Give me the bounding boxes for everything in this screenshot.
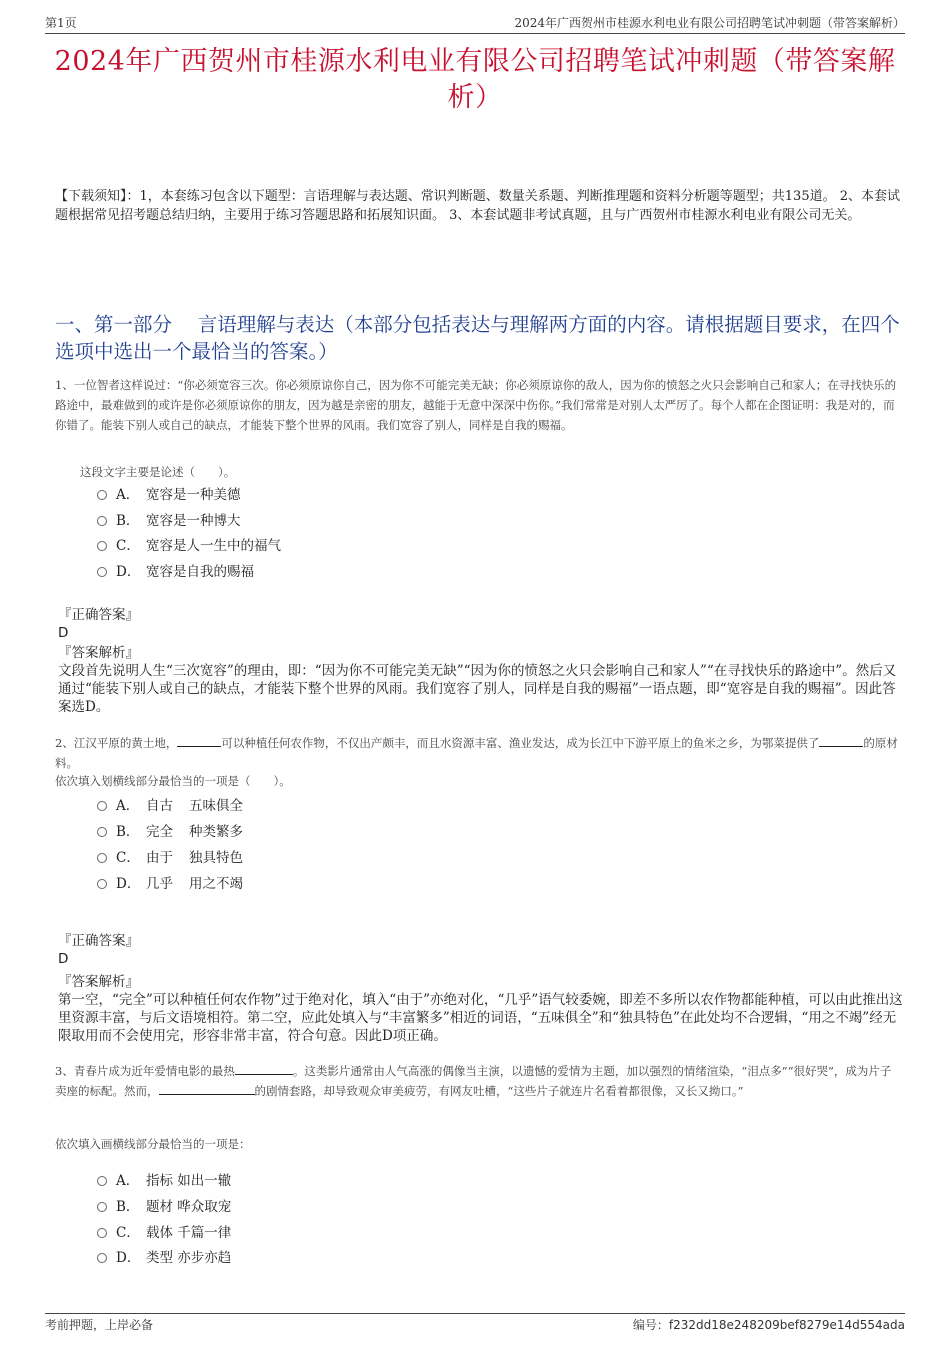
header-doc-title: 2024年广西贺州市桂源水利电业有限公司招聘笔试冲刺题（带答案解析） bbox=[514, 16, 905, 30]
question-2-analysis: 第一空，“完全”可以种植任何农作物”过于绝对化，填入“由于”亦绝对化，“几乎”语气较委婉，即差不多所以农作物都能种植，可以由此推出这里资源丰富，与后文语境相符。第二空，应此处填入与“丰富繁多”相近的词语，“五味俱全”和“独具特色”在此处均不合逻辑，“用之不竭”经无限取用而不会使用完，形容非常丰富，符合句意。因此D项正确。 bbox=[58, 992, 903, 1044]
fill-blank[interactable] bbox=[177, 734, 221, 747]
question-1-analysis: 文段首先说明人生“三次宽容”的理由，即：“因为你不可能完美无缺”“因为你的愤怒之火只会影响自己和家人”“在寻找快乐的路途中”。然后又通过“能装下别人或自己的缺点，才能装下整个世界的风雨。我们宽容了别人，同样是自我的赐福”一语点题，即“宽容是自我的赐福”。因此答案选D。 bbox=[58, 663, 897, 715]
question-2-answer-label: 『正确答案』 bbox=[58, 933, 139, 949]
page-title: 2024年广西贺州市桂源水利电业有限公司招聘笔试冲刺题（带答案解析） bbox=[54, 46, 896, 113]
question-3-prompt: 依次填入画横线部分最恰当的一项是： bbox=[55, 1137, 251, 1151]
question-3-option-c[interactable]: C． 载体 千篇一律 bbox=[97, 1224, 231, 1242]
download-notice: 【下载须知】：1，本套练习包含以下题型：言语理解与表达题、常识判断题、数量关系题、判断推理题和资料分析题等题型；共135道。 2、本套试题根据常见招考题总结归纳，主要用于练习答题思路和拓展知识面。 3、本套试题非考试真题，且与广西贺州市桂源水利电业有限公司无关。 bbox=[55, 189, 900, 223]
question-2-option-c[interactable]: C． 由于 独具特色 bbox=[97, 849, 243, 867]
footer-code-value: f232dd18e248209bef8279e14d554ada bbox=[668, 1318, 905, 1332]
question-3-text: 3、青春片成为近年爱情电影的最热 。这类影片通常由人气高涨的偶像当主演，以遗憾的爱情为主题，加以强烈的情绪渲染，“泪点多”“很好哭”，成为片子卖座的标配。然而， 的剧情套路，却导致观众审美疲劳，有网友吐槽，“这些片子就连片名看着都很像，又长又拗口。” bbox=[55, 1064, 892, 1098]
radio-icon[interactable] bbox=[97, 490, 107, 500]
question-2-option-a[interactable]: A． 自古 五味俱全 bbox=[97, 797, 243, 815]
radio-icon[interactable] bbox=[97, 853, 107, 863]
question-3-option-a[interactable]: A． 指标 如出一辙 bbox=[97, 1172, 231, 1190]
question-2-text: 2、江汉平原的黄土地， 可以种植任何农作物，不仅出产颇丰，而且水资源丰富、渔业发达，成为长江中下游平原上的鱼米之乡，为鄂菜提供了 的原材料。 bbox=[55, 736, 898, 770]
question-2-option-d[interactable]: D． 几乎 用之不竭 bbox=[97, 875, 243, 893]
radio-icon[interactable] bbox=[97, 801, 107, 811]
question-2-option-b[interactable]: B． 完全 种类繁多 bbox=[97, 823, 243, 841]
radio-icon[interactable] bbox=[97, 1176, 107, 1186]
radio-icon[interactable] bbox=[97, 541, 107, 551]
section-heading: 一、第一部分 言语理解与表达（本部分包括表达与理解两方面的内容。请根据题目要求，在四个选项中选出一个最恰当的答案。） bbox=[55, 313, 900, 363]
fill-blank[interactable] bbox=[819, 734, 863, 747]
question-1-analysis-label: 『答案解析』 bbox=[58, 645, 139, 661]
radio-icon[interactable] bbox=[97, 516, 107, 526]
radio-icon[interactable] bbox=[97, 1202, 107, 1212]
question-1-option-b[interactable]: B． 宽容是一种博大 bbox=[97, 512, 241, 530]
question-3-option-d[interactable]: D． 类型 亦步亦趋 bbox=[97, 1249, 231, 1267]
footer-code bbox=[633, 1316, 905, 1333]
fill-blank[interactable] bbox=[159, 1082, 255, 1095]
question-2-answer: D bbox=[58, 951, 69, 967]
question-1-option-a[interactable]: A． 宽容是一种美德 bbox=[97, 486, 241, 504]
radio-icon[interactable] bbox=[97, 1228, 107, 1238]
fill-blank[interactable] bbox=[235, 1062, 293, 1075]
question-1-answer-label: 『正确答案』 bbox=[58, 607, 139, 623]
radio-icon[interactable] bbox=[97, 879, 107, 889]
page-number: 第1页 bbox=[45, 16, 77, 30]
footer-divider bbox=[45, 1313, 905, 1314]
question-2-prompt: 依次填入划横线部分最恰当的一项是（ ）。 bbox=[55, 774, 291, 788]
question-1-answer: D bbox=[58, 625, 69, 641]
question-1-option-d[interactable]: D． 宽容是自我的赐福 bbox=[97, 563, 254, 581]
footer-slogan: 考前押题，上岸必备 bbox=[45, 1318, 154, 1332]
question-1-prompt: 这段文字主要是论述（ ）。 bbox=[80, 465, 236, 479]
radio-icon[interactable] bbox=[97, 827, 107, 837]
question-2-analysis-label: 『答案解析』 bbox=[58, 974, 139, 990]
radio-icon[interactable] bbox=[97, 567, 107, 577]
question-3-option-b[interactable]: B． 题材 哗众取宠 bbox=[97, 1198, 231, 1216]
question-1-text: 1、一位智者这样说过：“你必须宽容三次。你必须原谅你自己，因为你不可能完美无缺；你必须原谅你的敌人，因为你的愤怒之火只会影响自己和家人；在寻找快乐的路途中，最难做到的或许是你必须原谅你的朋友，因为越是亲密的朋友，越能于无意中深深中伤你。”我们常常是对别人太严厉了。每个人都在企图证明：我是对的，而你错了。能装下别人或自己的缺点，才能装下整个世界的风雨。我们宽容了别人，同样是自我的赐福。 bbox=[55, 378, 897, 432]
header-divider bbox=[45, 33, 905, 34]
footer-code-label: 编号： bbox=[632, 1318, 669, 1332]
question-1-option-c[interactable]: C． 宽容是人一生中的福气 bbox=[97, 537, 281, 555]
radio-icon[interactable] bbox=[97, 1253, 107, 1263]
